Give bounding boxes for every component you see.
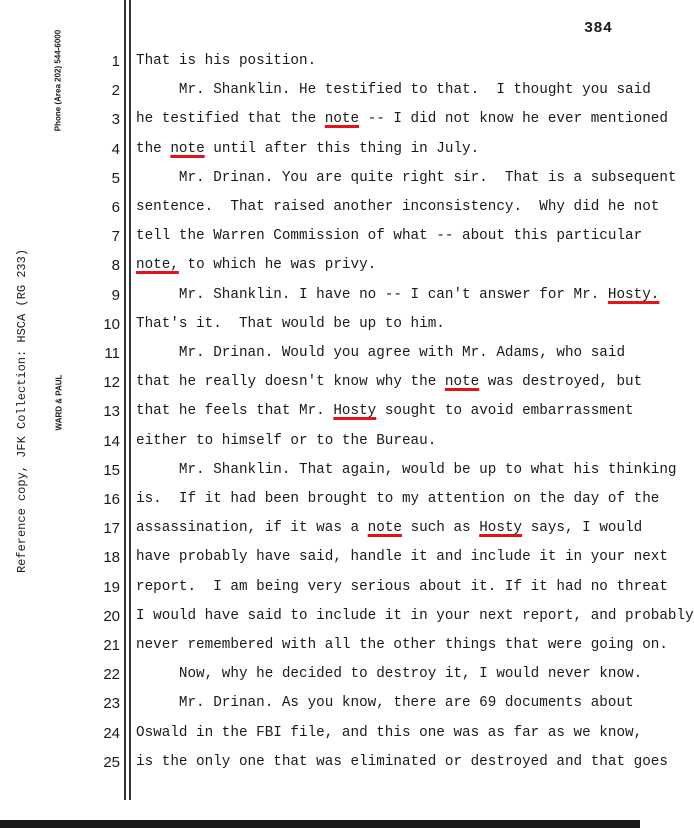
left-margin-rule [124,0,126,800]
transcript-line [136,256,376,274]
underlined-term: note, [136,257,179,274]
line-number: 23 [103,695,120,713]
transcript-line [136,286,659,304]
line-number: 21 [103,637,120,654]
left-margin-rule-inner [129,0,131,800]
line-text: That is his position. [136,53,317,69]
line-text: the [136,140,171,157]
transcript-line [136,402,634,420]
transcript-line [136,636,668,654]
transcript-line [136,490,659,508]
line-number: 15 [103,461,120,479]
line-text: sentence. That raised another inconsistency. Why did he not [136,199,660,215]
transcript-line [136,578,668,596]
transcript-line [136,461,677,479]
transcript-line [136,519,642,537]
transcript-line [136,198,659,216]
line-number: 14 [103,432,120,450]
line-text: assassination, if it was a [136,520,368,537]
underlined-term: note [444,374,480,391]
transcript-line [136,432,436,450]
transcript-line [136,665,642,683]
line-number: 12 [103,374,120,392]
line-number: 7 [111,228,120,246]
reporter-margin-note: WARD & PAUL [54,374,64,431]
line-number: 22 [103,666,120,684]
line-text: Oswald in the FBI file, and this one was as far as we know, [136,724,643,741]
transcript-line [136,227,642,245]
footer-bar [0,820,640,828]
reference-copy-stamp: Reference copy, JFK Collection: HSCA (RG 233) [15,248,29,574]
line-number: 25 [103,753,120,771]
line-text: is the only one that was eliminated or destroyed and that goes [136,753,668,770]
line-text: such as [401,520,480,537]
line-number: 8 [111,257,120,275]
line-number: 13 [103,403,120,421]
line-number: 9 [111,286,120,304]
transcript-line [136,753,668,771]
line-number: 3 [111,111,120,129]
line-number: 16 [103,491,120,508]
transcript-line [136,344,625,362]
line-text: to which he was privy. [178,257,377,274]
transcript-line [136,315,445,333]
underlined-term: note [324,111,360,128]
line-number: 5 [111,169,120,187]
line-text: I would have said to include it in your next report, and probably [136,607,694,624]
page-number: 384 [584,20,613,37]
line-text: that he feels that Mr. [136,403,334,420]
line-text: Mr. Shanklin. That again, would be up to what his thinking [136,461,677,478]
transcript-line [136,694,634,712]
line-number: 1 [111,53,120,70]
line-text: have probably have said, handle it and include it in your next [136,549,668,566]
line-text: Now, why he decided to destroy it, I would never know. [136,666,643,683]
underlined-term: note [367,520,402,537]
line-number: 10 [103,315,120,333]
transcript-line [136,110,668,128]
line-text: Mr. Drinan. As you know, there are 69 documents about [136,695,634,712]
line-number: 6 [111,199,120,216]
line-text: says, I would [522,520,643,537]
line-text: is. If it had been brought to my attention on the day of the [136,491,660,507]
line-text: Mr. Drinan. Would you agree with Mr. Adams, who said [136,345,626,361]
line-number: 20 [103,607,120,625]
line-text: that he really doesn't know why the [136,374,445,391]
line-text: -- I did not know he ever mentioned [359,111,668,128]
underlined-term: note [170,140,205,157]
line-text: never remembered with all the other things that were going on. [136,637,668,653]
line-number: 24 [103,724,120,742]
transcript-line [136,169,677,187]
transcript-line [136,548,668,566]
line-text: tell the Warren Commission of what -- about this particular [136,228,643,245]
line-text: That's it. That would be up to him. [136,315,445,332]
line-number: 18 [103,549,120,567]
line-number: 2 [111,82,120,100]
line-number: 11 [104,345,120,362]
underlined-term: Hosty. [607,286,660,303]
phone-margin-note: Phone (Area 202) 544-6000 [53,29,63,132]
line-number: 17 [103,520,120,538]
underlined-term: Hosty [333,403,377,420]
transcript-line [136,724,642,742]
line-text: either to himself or to the Bureau. [136,432,437,449]
line-text: he testified that the [136,111,325,128]
line-number: 4 [111,140,120,158]
transcript-line [136,81,651,99]
line-text: Mr. Shanklin. I have no -- I can't answer for Mr. [136,286,608,303]
line-text: report. I am being very serious about it. If it had no threat [136,578,668,595]
transcript-line [136,373,642,391]
transcript-line [136,607,694,625]
underlined-term: Hosty [479,520,523,537]
line-text: until after this thing in July. [204,140,480,157]
line-text: Mr. Drinan. You are quite right sir. That is a subsequent [136,169,677,186]
line-text: Mr. Shanklin. He testified to that. I thought you said [136,82,651,99]
transcript-line [136,140,479,158]
line-text: sought to avoid embarrassment [376,403,634,420]
line-text: was destroyed, but [479,374,643,391]
transcript-line [136,52,316,70]
line-number: 19 [103,578,120,596]
